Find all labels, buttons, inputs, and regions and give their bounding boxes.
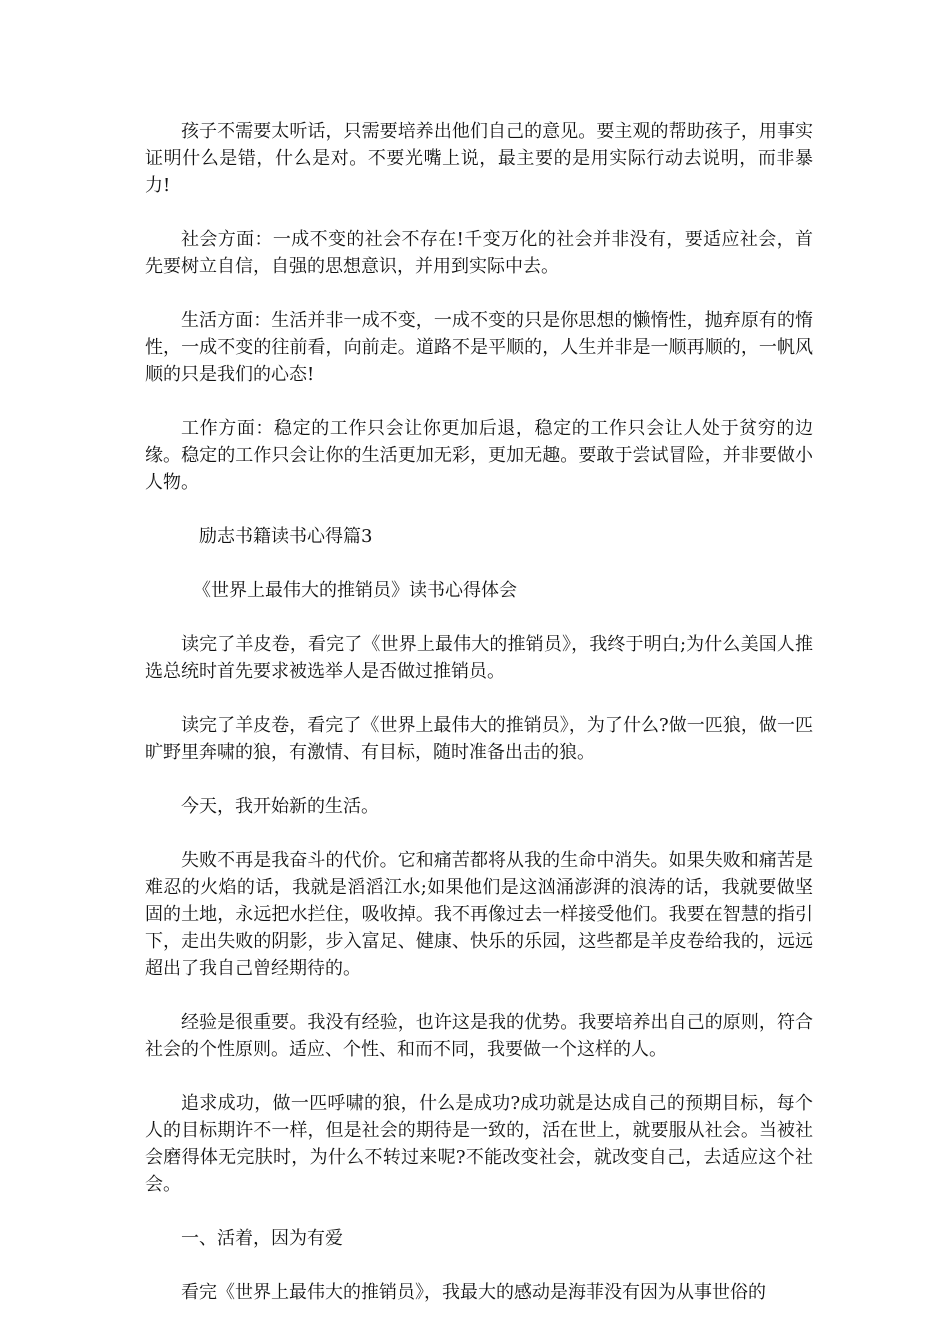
document-page xyxy=(145,118,813,1333)
paragraph-work: 工作方面：稳定的工作只会让你更加后退，稳定的工作只会让人处于贫穷的边缘。稳定的工作只会让你的生活更加无彩，更加无趣。要敢于尝试冒险，并非要做小人物。 xyxy=(145,418,813,493)
paragraph-salesman-president: 读完了羊皮卷，看完了《世界上最伟大的推销员》，我终于明白;为什么美国人推选总统时首先要求被选举人是否做过推销员。 xyxy=(145,634,813,682)
paragraph-experience: 经验是很重要。我没有经验，也许这是我的优势。我要培养出自己的原则，符合社会的个性原则。适应、个性、和而不同，我要做一个这样的人。 xyxy=(145,1012,813,1060)
paragraph-hafid: 看完《世界上最伟大的推销员》，我最大的感动是海菲没有因为从事世俗的 xyxy=(181,1282,766,1303)
paragraph-failure: 失败不再是我奋斗的代价。它和痛苦都将从我的生命中消失。如果失败和痛苦是难忍的火焰的话，我就是滔滔江水;如果他们是这汹涌澎湃的浪涛的话，我就要做坚固的土地，永远把水拦住，吸收掉。我不再像过去一样接受他们。我要在智慧的指引下，走出失败的阴影，步入富足、健康、快乐的乐园，这些都是羊皮卷给我的，远远超出了我自己曾经期待的。 xyxy=(145,850,813,979)
paragraph-new-life: 今天，我开始新的生活。 xyxy=(181,796,379,817)
paragraph-society: 社会方面：一成不变的社会不存在!千变万化的社会并非没有，要适应社会，首先要树立自信，自强的思想意识，并用到实际中去。 xyxy=(145,229,813,277)
subsection-heading-love: 一、活着，因为有爱 xyxy=(181,1228,343,1249)
paragraph-life: 生活方面：生活并非一成不变，一成不变的只是你思想的懒惰性，抛弃原有的惰性，一成不变的往前看，向前走。道路不是平顺的，人生并非是一顺再顺的，一帆风顺的只是我们的心态! xyxy=(145,310,813,385)
paragraph-success: 追求成功，做一匹呼啸的狼，什么是成功?成功就是达成自己的预期目标，每个人的目标期许不一样，但是社会的期待是一致的，活在世上，就要服从社会。当被社会磨得体无完肤时，为什么不转过来呢?不能改变社会，就改变自己，去适应这个社会。 xyxy=(145,1093,813,1195)
paragraph-wolf: 读完了羊皮卷，看完了《世界上最伟大的推销员》，为了什么?做一匹狼，做一匹旷野里奔啸的狼，有激情、有目标，随时准备出击的狼。 xyxy=(145,715,813,763)
article-title: 《世界上最伟大的推销员》读书心得体会 xyxy=(193,580,517,601)
section-heading: 励志书籍读书心得篇3 xyxy=(199,526,373,547)
paragraph-raising-children: 孩子不需要太听话，只需要培养出他们自己的意见。要主观的帮助孩子，用事实证明什么是错，什么是对。不要光嘴上说，最主要的是用实际行动去说明，而非暴力! xyxy=(145,121,813,196)
